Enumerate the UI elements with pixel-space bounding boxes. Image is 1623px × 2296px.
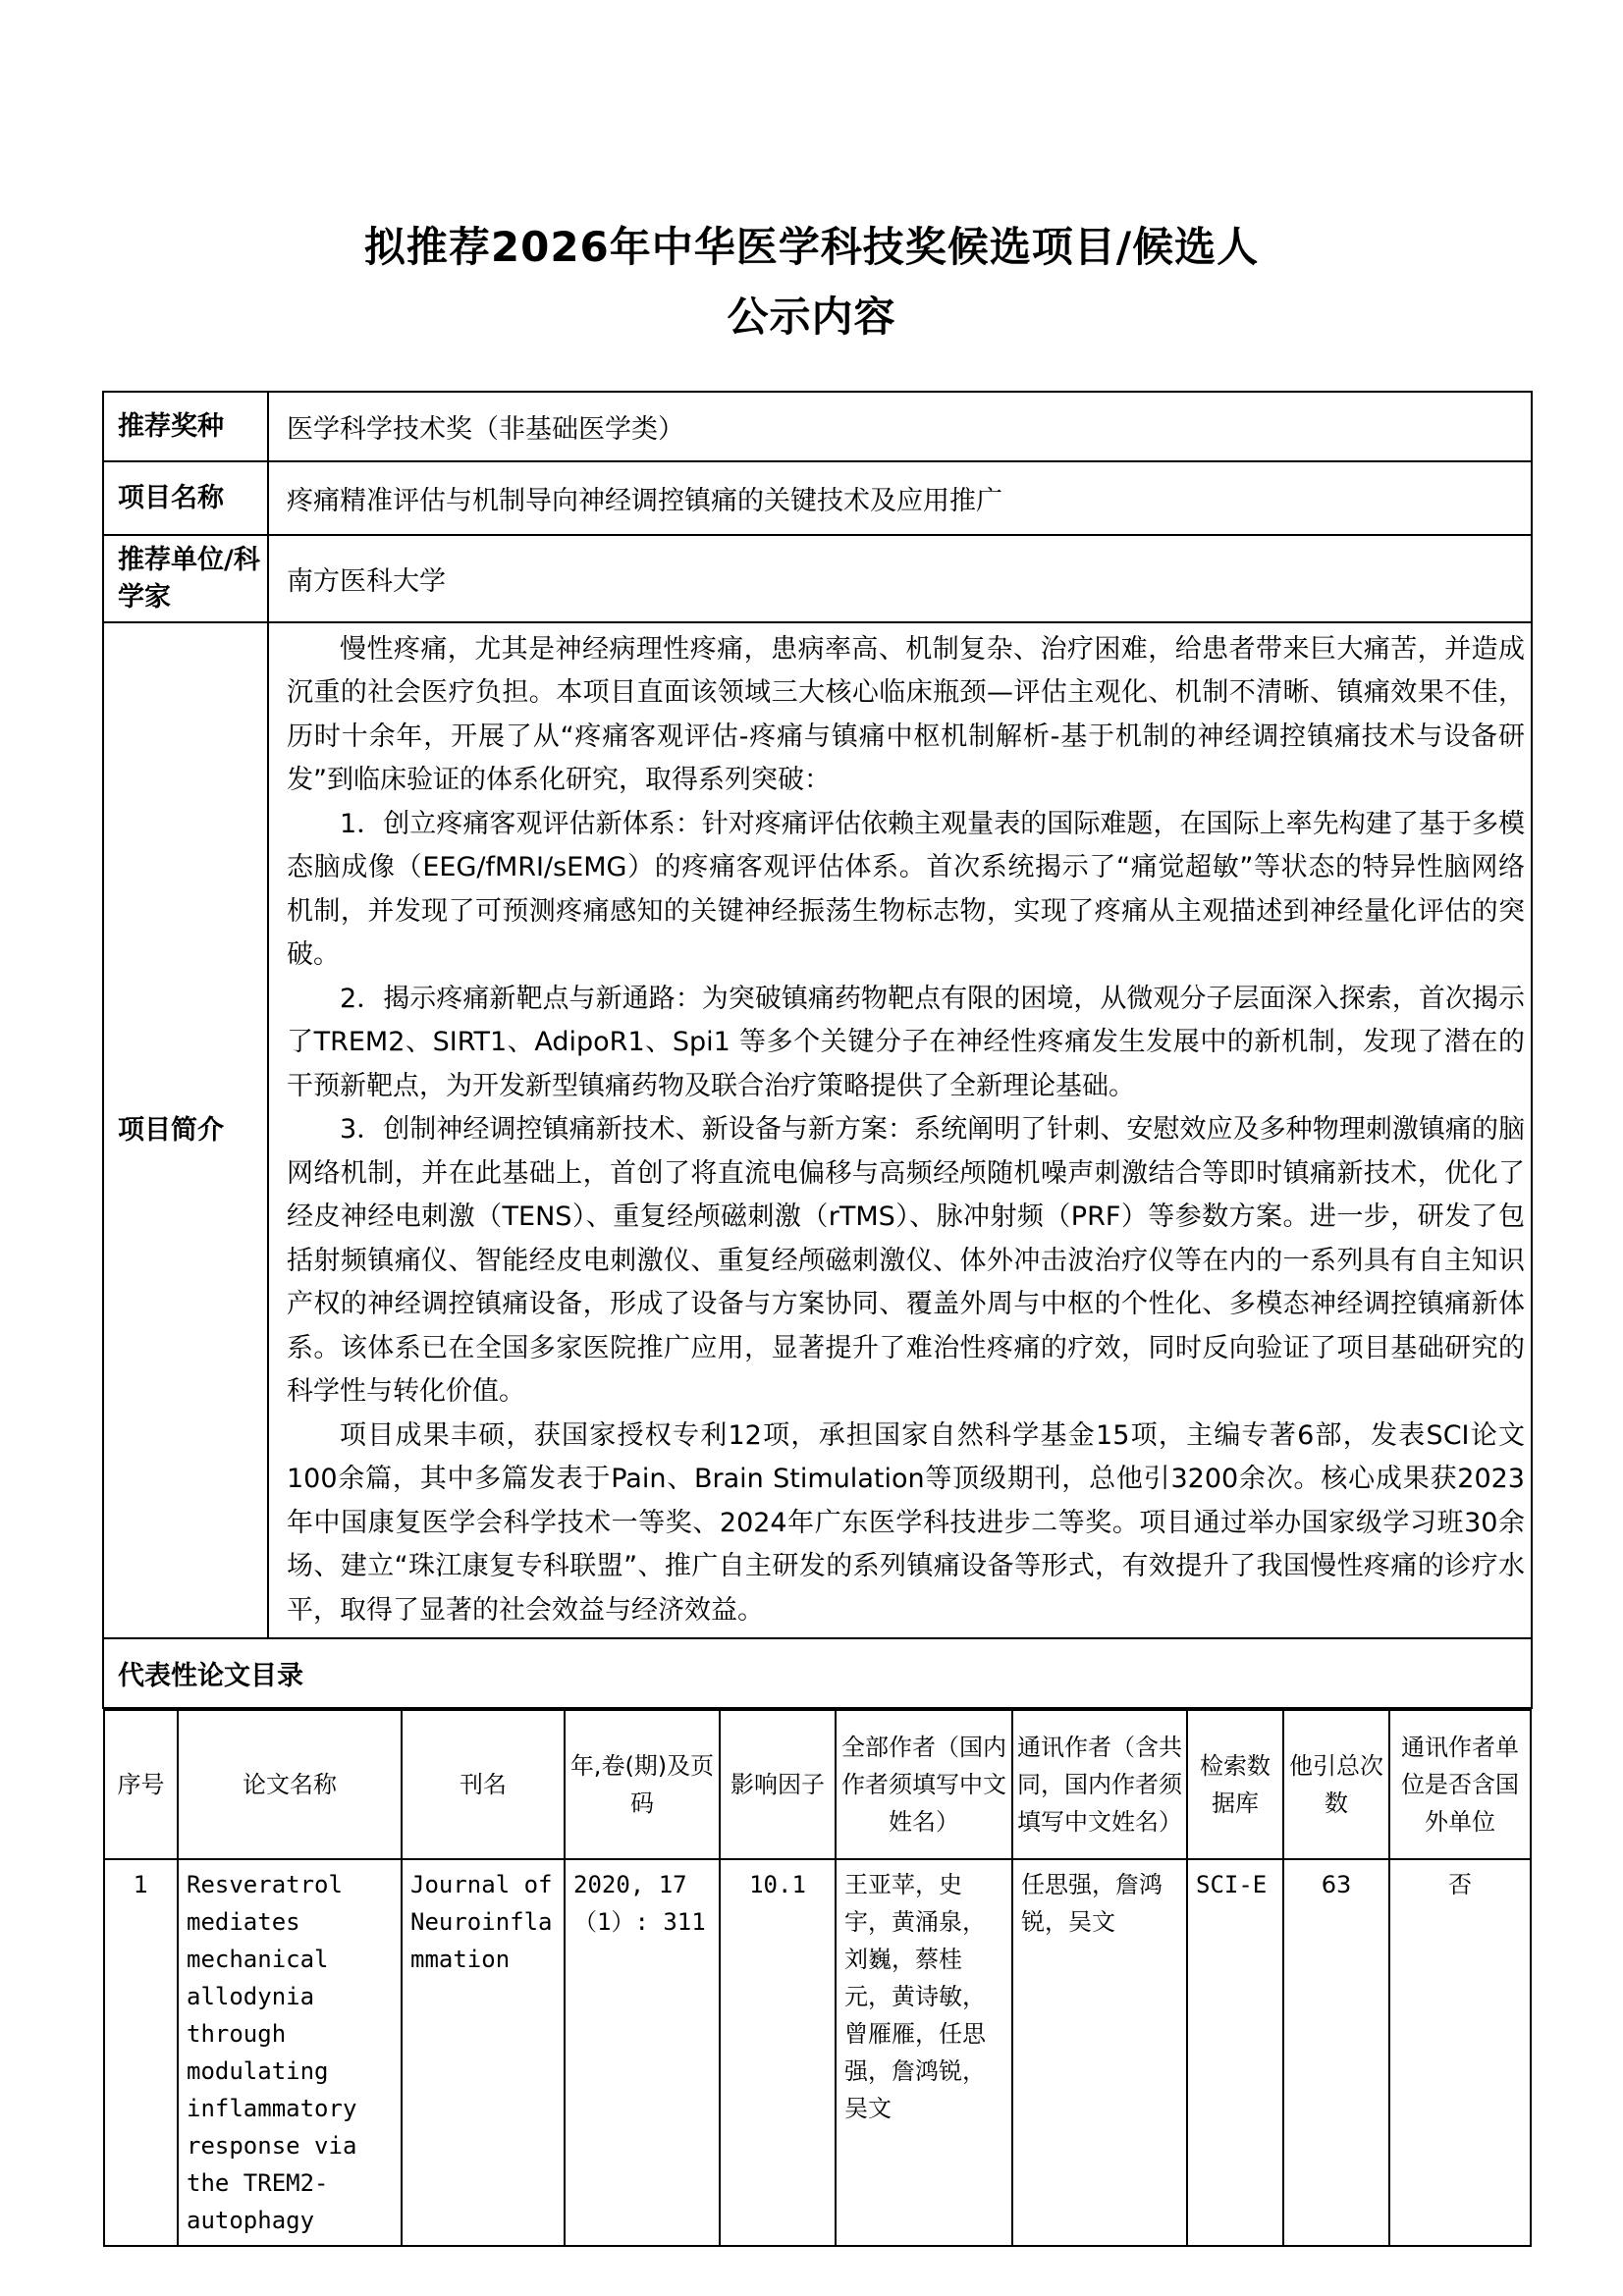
header-cell: 检索数据库	[1187, 1710, 1283, 1859]
paper-impact-factor: 10.1	[720, 1859, 836, 2246]
header-cell: 年,卷(期)及页码	[565, 1710, 720, 1859]
recommender-value: 南方医科大学	[268, 535, 1532, 622]
row-award	[103, 392, 1532, 461]
abstract-paragraph: 慢性疼痛，尤其是神经病理性疼痛，患病率高、机制复杂、治疗困难，给患者带来巨大痛苦，并造成沉重的社会医疗负担。本项目直面该领域三大核心临床瓶颈—评估主观化、机制不清晰、镇痛效果不佳，历时十余年，开展了从“疼痛客观评估-疼痛与镇痛中枢机制解析-基于机制的神经调控镇痛技术与设备研发”到临床验证的体系化研究，取得系列突破：	[287, 633, 1525, 796]
project-label: 项目名称	[103, 461, 268, 535]
header-cell: 通讯作者单位是否含国外单位	[1389, 1710, 1531, 1859]
papers-table	[103, 1709, 1532, 2247]
paper-citations: 63	[1283, 1859, 1389, 2246]
paper-journal: Journal of Neuroinflammation	[402, 1859, 565, 2246]
paper-title: Resveratrol mediates mechanical allodynia through modulating inflammatory response via the TREM2-autophagy	[178, 1859, 402, 2246]
page-subtitle: 公示内容	[727, 293, 896, 341]
award-label: 推荐奖种	[103, 392, 268, 461]
paper-year-vol: 2020, 17（1）: 311	[565, 1859, 720, 2246]
paper-database: SCI-E	[1187, 1859, 1283, 2246]
row-recommender	[103, 535, 1532, 622]
abstract-paragraph: 3．创制神经调控镇痛新技术、新设备与新方案：系统阐明了针刺、安慰效应及多种物理刺激镇痛的脑网络机制，并在此基础上，首创了将直流电偏移与高频经颅随机噪声刺激结合等即时镇痛新技术，优化了经皮神经电刺激（TENS）、重复经颅磁刺激（rTMS）、脉冲射频（PRF）等参数方案。进一步，研发了包括射频镇痛仪、智能经皮电刺激仪、重复经颅磁刺激仪、体外冲击波治疗仪等在内的一系列具有自主知识产权的神经调控镇痛设备，形成了设备与方案协同、覆盖外周与中枢的个性化、多模态神经调控镇痛新体系。该体系已在全国多家医院推广应用，显著提升了难治性疼痛的疗效，同时反向验证了项目基础研究的科学性与转化价值。	[287, 1114, 1525, 1408]
abstract-paragraph: 1．创立疼痛客观评估新体系：针对疼痛评估依赖主观量表的国际难题，在国际上率先构建了基于多模态脑成像（EEG/fMRI/sEMG）的疼痛客观评估体系。首次系统揭示了“痛觉超敏”等状态的特异性脑网络机制，并发现了可预测疼痛感知的关键神经振荡生物标志物，实现了疼痛从主观描述到神经量化评估的突破。	[287, 808, 1525, 971]
award-value: 医学科学技术奖（非基础医学类）	[268, 392, 1532, 461]
papers-header-row	[104, 1710, 1531, 1859]
header-cell: 通讯作者（含共同，国内作者须填写中文姓名）	[1012, 1710, 1187, 1859]
header-cell: 序号	[104, 1710, 178, 1859]
abstract-label: 项目简介	[103, 622, 268, 1638]
header-cell: 全部作者（国内作者须填写中文姓名）	[836, 1710, 1012, 1859]
header-cell: 影响因子	[720, 1710, 836, 1859]
paper-authors: 王亚苹，史宇，黄涌泉，刘巍，蔡桂元，黄诗敏，曾雁雁，任思强，詹鸿锐，吴文	[836, 1859, 1012, 2246]
paper-foreign: 否	[1389, 1859, 1531, 2246]
paper-no: 1	[104, 1859, 178, 2246]
row-project	[103, 461, 1532, 535]
abstract-paragraph: 项目成果丰硕，获国家授权专利12项，承担国家自然科学基金15项，主编专著6部，发表SCI论文100余篇，其中多篇发表于Pain、Brain Stimulation等顶级期刊，总他引3200余次。核心成果获2023年中国康复医学会科学技术一等奖、2024年广东医学科技进步二等奖。项目通过举办国家级学习班30余场、建立“珠江康复专科联盟”、推广自主研发的系列镇痛设备等形式，有效提升了我国慢性疼痛的诊疗水平，取得了显著的社会效益与经济效益。	[287, 1419, 1525, 1626]
abstract-text	[268, 622, 1532, 1638]
header-cell: 他引总次数	[1283, 1710, 1389, 1859]
row-papers	[103, 1708, 1532, 2247]
row-abstract	[103, 622, 1532, 1638]
papers-section-title: 代表性论文目录	[103, 1638, 1532, 1708]
project-value: 疼痛精准评估与机制导向神经调控镇痛的关键技术及应用推广	[268, 461, 1532, 535]
header-cell: 论文名称	[178, 1710, 402, 1859]
header-cell: 刊名	[402, 1710, 565, 1859]
page-title: 拟推荐2026年中华医学科技奖候选项目/候选人	[363, 223, 1260, 271]
info-table	[102, 391, 1533, 2247]
abstract-paragraph: 2．揭示疼痛新靶点与新通路：为突破镇痛药物靶点有限的困境，从微观分子层面深入探索，首次揭示了TREM2、SIRT1、AdipoR1、Spi1 等多个关键分子在神经性疼痛发生发展中的新机制，发现了潜在的干预新靶点，为开发新型镇痛药物及联合治疗策略提供了全新理论基础。	[287, 983, 1525, 1101]
row-papers-title	[103, 1638, 1532, 1708]
paper-corresponding: 任思强，詹鸿锐，吴文	[1012, 1859, 1187, 2246]
table-row	[104, 1859, 1531, 2246]
recommender-label: 推荐单位/科学家	[103, 535, 268, 622]
